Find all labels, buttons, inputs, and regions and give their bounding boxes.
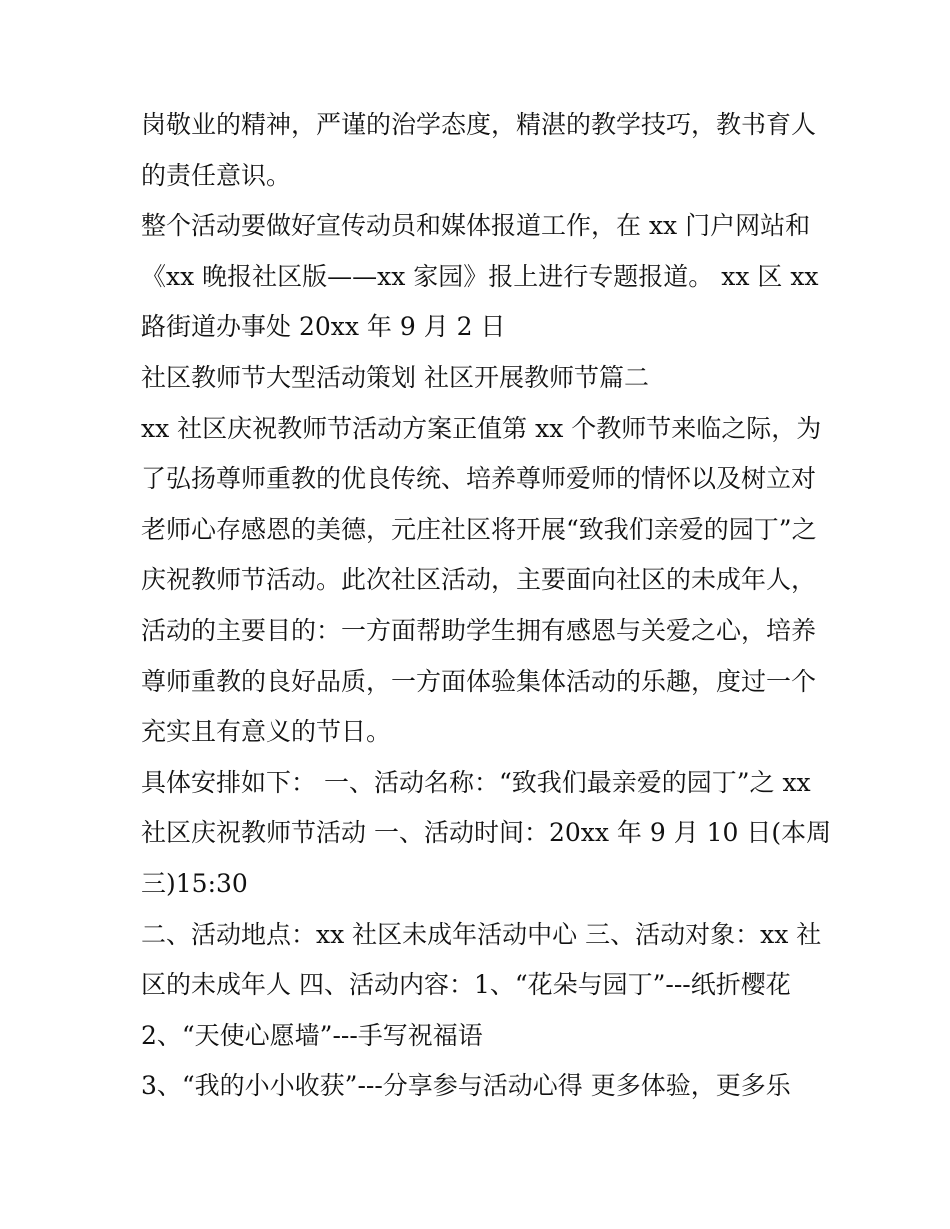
text-line: 了弘扬尊师重教的优良传统、培养尊师爱师的情怀以及树立对 <box>141 464 817 494</box>
text-line: 二、活动地点：xx 社区未成年活动中心 三、活动对象：xx 社 <box>141 919 822 949</box>
text-line: 3、“我的小小收获”---分享参与活动心得 更多体验，更多乐 <box>141 1071 791 1101</box>
text-line: 岗敬业的精神，严谨的治学态度，精湛的教学技巧，教书育人 <box>141 110 817 139</box>
text-line: 三)15:30 <box>141 868 248 898</box>
text-line: 充实且有意义的节日。 <box>141 717 392 747</box>
text-line: 区的未成年人 四、活动内容：1、“花朵与园丁”---纸折樱花 <box>141 970 791 1000</box>
text-line: 2、“天使心愿墙”---手写祝福语 <box>141 1020 483 1050</box>
text-line: 的责任意识。 <box>141 160 292 190</box>
text-line: 尊师重教的良好品质，一方面体验集体活动的乐趣，度过一个 <box>141 666 817 696</box>
text-line: 具体安排如下： 一、活动名称：“致我们最亲爱的园丁”之 xx <box>141 767 811 797</box>
document-body <box>141 100 832 1112</box>
text-line: 《xx 晚报社区版——xx 家园》报上进行专题报道。 xx 区 xx <box>141 261 819 291</box>
text-line: 路街道办事处 20xx 年 9 月 2 日 <box>141 312 506 342</box>
text-line: 庆祝教师节活动。此次社区活动，主要面向社区的未成年人， <box>141 565 817 595</box>
text-line: xx 社区庆祝教师节活动方案正值第 xx 个教师节来临之际，为 <box>141 413 822 443</box>
text-line: 社区庆祝教师节活动 一、活动时间：20xx 年 9 月 10 日(本周 <box>141 818 832 848</box>
section-heading: 社区教师节大型活动策划 社区开展教师节篇二 <box>141 362 649 392</box>
text-line: 整个活动要做好宣传动员和媒体报道工作，在 xx 门户网站和 <box>141 211 811 241</box>
text-line: 老师心存感恩的美德，元庄社区将开展“致我们亲爱的园丁”之 <box>141 514 817 544</box>
text-line: 活动的主要目的：一方面帮助学生拥有感恩与关爱之心，培养 <box>141 615 817 645</box>
